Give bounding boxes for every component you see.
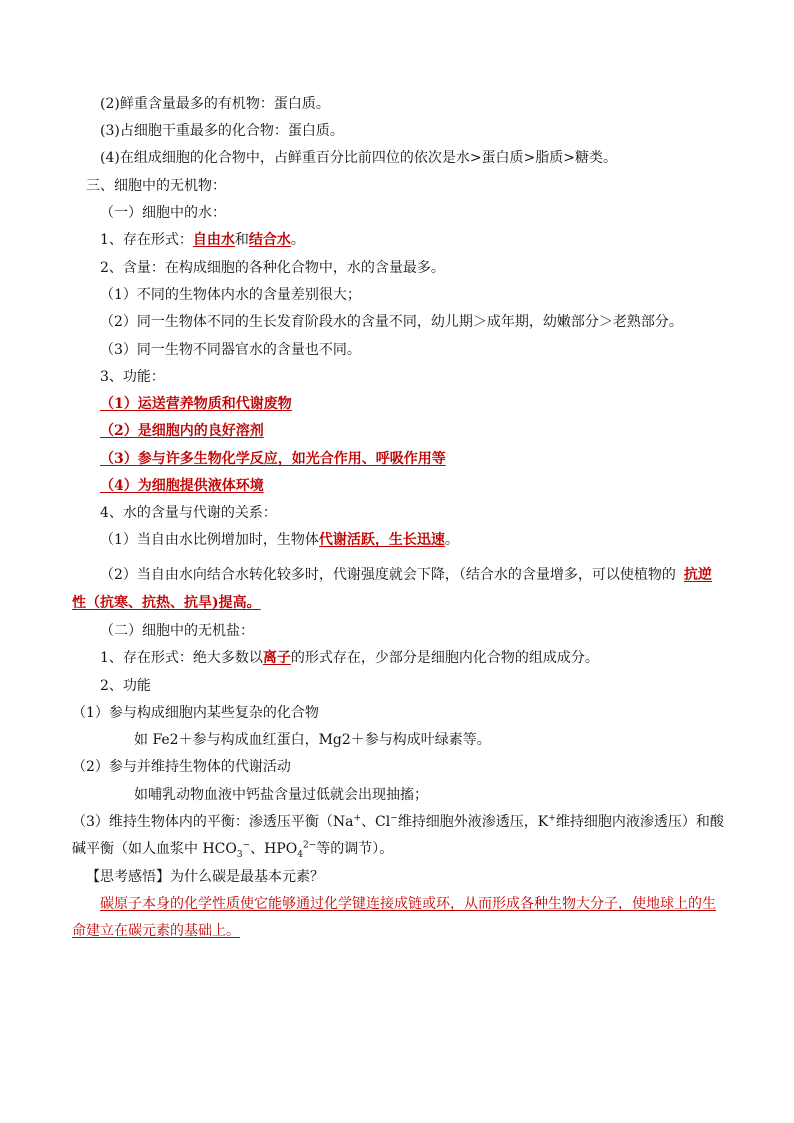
text-line — [100, 230, 305, 250]
text-line: (3)占细胞干重最多的化合物：蛋白质。 — [100, 123, 344, 139]
highlight-term: 离子 — [262, 650, 291, 666]
text-run: 碱平衡（如人血浆中 HCO — [72, 841, 237, 857]
superscript: 2− — [302, 840, 317, 851]
function-item: （1）运送营养物质和代谢废物 — [100, 396, 292, 412]
highlight-term: 抗逆 — [683, 567, 712, 583]
text-line: 如哺乳动物血液中钙盐含量过低就会出现抽搐； — [134, 787, 428, 803]
highlight-term: 性（抗寒、抗热、抗旱)提高。 — [72, 595, 261, 611]
superscript: + — [353, 813, 362, 824]
subscript: 4 — [297, 849, 303, 860]
highlight-term: 代谢活跃，生长迅速 — [318, 532, 445, 548]
text-line — [100, 530, 459, 550]
text-run: 维持细胞内液渗透压）和酸 — [555, 814, 724, 830]
superscript: − — [390, 813, 398, 824]
text-run: 、HPO — [250, 841, 298, 857]
subscript: 3 — [236, 849, 243, 860]
function-item: （2）是细胞内的良好溶剂 — [100, 423, 264, 439]
text-line: （3）同一生物不同器官水的含量也不同。 — [100, 342, 361, 358]
text-run: （2）当自由水向结合水转化较多时，代谢强度就会下降，（结合水的含量增多，可以使植物的 — [100, 567, 676, 583]
function-item: （4）为细胞提供液体环境 — [100, 478, 264, 494]
text-run: 等的调节）。 — [316, 841, 394, 857]
text-run: 。 — [290, 232, 305, 248]
text-run: 1、存在形式： — [100, 232, 193, 248]
text-line: (4)在组成细胞的化合物中，占鲜重百分比前四位的依次是水>蛋白质>脂质>糖类。 — [100, 150, 618, 166]
text-run: 的形式存在，少部分是细胞内化合物的组成成分。 — [290, 650, 599, 666]
text-line — [72, 839, 393, 859]
answer-text: 碳原子本身的化学性质使它能够通过化学键连接成链或环，从而形成各种生物大分子，使地球上的生 — [100, 896, 716, 912]
highlight-term: 结合水 — [248, 232, 291, 248]
text-line: (2)鲜重含量最多的有机物：蛋白质。 — [100, 96, 330, 112]
subsection-heading: （二）细胞中的无机盐： — [100, 623, 254, 639]
text-line: （1）不同的生物体内水的含量差别很大； — [100, 287, 361, 303]
text-line: 2、功能 — [100, 678, 151, 694]
text-run: （3）维持生物体内的平衡：渗透压平衡（Na — [72, 814, 354, 830]
text-line: （2）同一生物体不同的生长发育阶段水的含量不同，幼儿期＞成年期，幼嫩部分＞老熟部分。 — [100, 314, 683, 330]
section-heading: 三、细胞中的无机物： — [86, 178, 226, 194]
text-line — [100, 648, 599, 668]
text-line: 如 Fe2＋参与构成血红蛋白，Mg2＋参与构成叶绿素等。 — [134, 732, 491, 748]
superscript: − — [242, 840, 251, 851]
thinking-prompt: 【思考感悟】为什么碳是最基本元素？ — [86, 869, 324, 885]
text-line: （1）参与构成细胞内某些复杂的化合物 — [72, 705, 319, 721]
superscript: + — [548, 813, 556, 824]
text-line: 4、水的含量与代谢的关系： — [100, 505, 277, 521]
text-line: （2）参与并维持生物体的代谢活动 — [72, 759, 291, 775]
text-run: 、Cl — [361, 814, 391, 830]
text-run: （1）当自由水比例增加时，生物体 — [100, 532, 319, 548]
function-item: （3）参与许多生物化学反应，如光合作用、呼吸作用等 — [100, 451, 446, 467]
text-line: 3、功能： — [100, 369, 165, 385]
text-run: 维持细胞外液渗透压，K — [397, 814, 549, 830]
answer-text: 命建立在碳元素的基础上。 — [72, 923, 240, 939]
text-run: 。 — [444, 532, 459, 548]
text-line — [72, 812, 724, 832]
text-run: 1、存在形式：绝大多数以 — [100, 650, 263, 666]
text-run: 和 — [234, 232, 249, 248]
text-line — [100, 565, 712, 585]
text-line: 2、含量：在构成细胞的各种化合物中，水的含量最多。 — [100, 260, 445, 276]
highlight-term: 自由水 — [192, 232, 235, 248]
subsection-heading: （一）细胞中的水： — [100, 205, 226, 221]
